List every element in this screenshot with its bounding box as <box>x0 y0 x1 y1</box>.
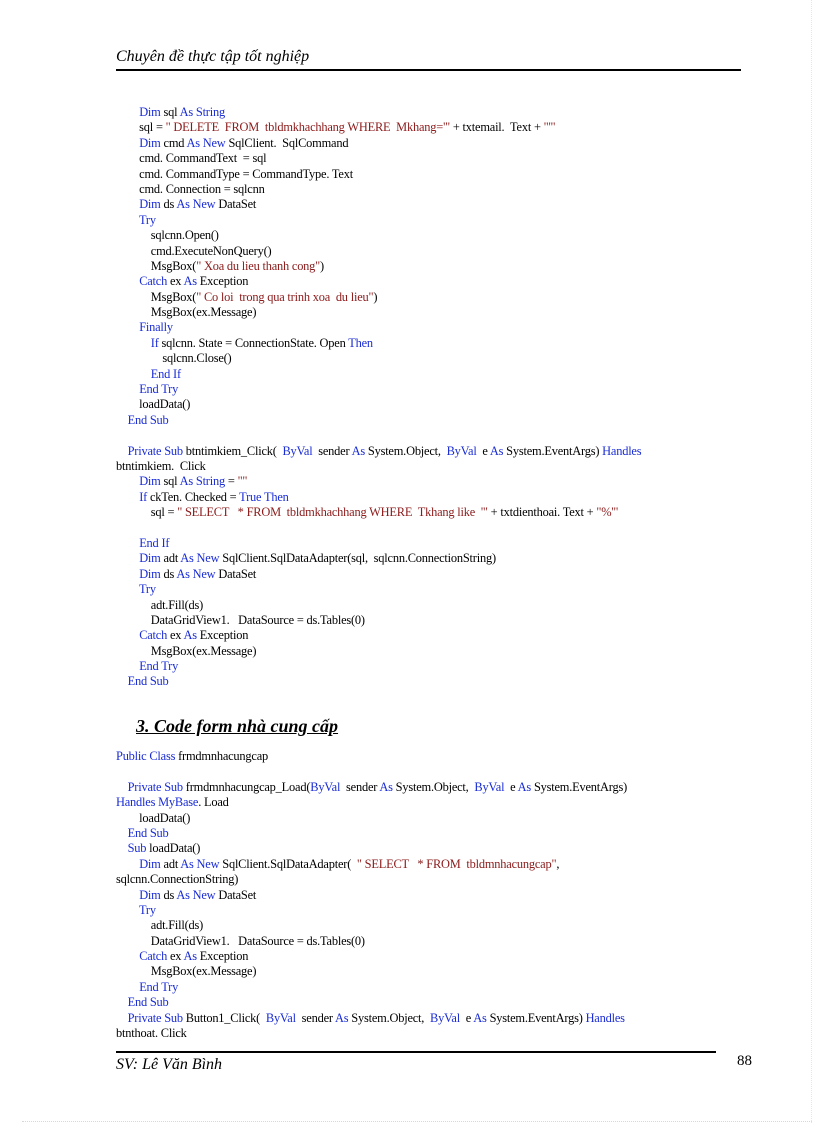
code-keyword: Private Sub <box>127 779 183 794</box>
code-line <box>116 490 726 505</box>
code-keyword: ByVal <box>310 779 341 794</box>
code-text <box>116 995 128 1009</box>
code-block-customer-form <box>116 105 726 690</box>
code-text <box>116 903 139 917</box>
code-text <box>116 444 128 458</box>
code-text <box>116 628 139 642</box>
code-text: ) <box>373 289 378 304</box>
code-text <box>116 382 139 396</box>
code-line <box>116 259 726 274</box>
code-line <box>116 136 726 151</box>
code-keyword: Dim <box>139 887 161 902</box>
code-keyword: True Then <box>239 489 289 504</box>
code-string: " SELECT * FROM tbldmkhachhang WHERE Tkhang like '" <box>177 505 488 520</box>
code-keyword: Dim <box>139 197 161 212</box>
code-text <box>116 780 128 794</box>
code-text <box>116 213 139 227</box>
code-line <box>116 197 726 212</box>
page-number: 88 <box>737 1053 752 1069</box>
code-keyword: Handles <box>602 443 642 458</box>
code-text: ex <box>167 949 184 964</box>
code-line <box>116 320 726 335</box>
code-string: " DELETE FROM tbldmkhachhang WHERE Mkhang='" <box>165 120 450 135</box>
code-line <box>116 274 726 289</box>
code-text <box>116 826 128 840</box>
code-line <box>116 151 726 166</box>
code-keyword: Dim <box>139 105 161 119</box>
code-keyword: Dim <box>139 566 161 581</box>
code-text: System.Object, <box>348 1010 430 1025</box>
code-line <box>116 888 726 903</box>
code-string: "'" <box>543 120 556 135</box>
code-string: " Xoa du lieu thanh cong" <box>196 258 321 273</box>
code-text: loadData() <box>116 810 191 825</box>
code-text: sql <box>160 474 180 489</box>
code-line <box>116 934 726 949</box>
code-keyword: ByVal <box>474 779 505 794</box>
code-keyword: As <box>183 628 197 643</box>
code-text: ds <box>160 566 177 581</box>
code-keyword: As <box>517 779 532 794</box>
code-keyword: Dim <box>139 856 161 871</box>
code-line <box>116 1011 726 1026</box>
code-line <box>116 244 726 259</box>
code-text: cmd. CommandText = sql <box>116 151 267 166</box>
code-line <box>116 397 726 412</box>
code-keyword: Handles <box>585 1010 625 1025</box>
code-line <box>116 351 726 366</box>
code-line <box>116 521 726 536</box>
code-keyword: Handles MyBase <box>116 795 199 810</box>
code-text: frmdmnhacungcap_Load( <box>182 779 311 794</box>
code-text <box>116 980 139 994</box>
code-text: MsgBox( <box>116 289 197 304</box>
code-line <box>116 290 726 305</box>
code-text: sender <box>340 779 380 794</box>
code-keyword: As <box>473 1010 487 1025</box>
code-text: sender <box>295 1010 336 1025</box>
code-line <box>116 811 726 826</box>
code-text: ds <box>160 887 177 902</box>
code-text: loadData() <box>116 397 191 412</box>
code-text <box>116 536 139 550</box>
code-line <box>116 213 726 228</box>
code-line <box>116 182 726 197</box>
code-text: DataSet <box>215 566 257 581</box>
code-text <box>116 105 139 119</box>
code-text: , <box>556 856 560 871</box>
code-keyword: As String <box>179 474 225 489</box>
code-keyword: End If <box>139 535 170 550</box>
code-keyword: End If <box>150 366 181 381</box>
code-keyword: Private Sub <box>127 443 183 458</box>
code-text: DataGridView1. DataSource = ds.Tables(0) <box>116 933 365 948</box>
code-line <box>116 474 726 489</box>
code-text: + txtdienthoai. Text + <box>487 505 597 520</box>
code-text <box>116 1011 128 1025</box>
code-text: System.EventArgs) <box>486 1010 586 1025</box>
page-border-right <box>811 0 812 1123</box>
code-text: MsgBox( <box>116 258 197 273</box>
code-keyword: End Sub <box>127 995 169 1010</box>
code-keyword: Dim <box>139 551 161 566</box>
code-keyword: As New <box>176 566 216 581</box>
code-text: sql <box>160 105 180 119</box>
code-text: Button1_Click( <box>182 1010 266 1025</box>
code-keyword: As <box>335 1010 349 1025</box>
code-keyword: As <box>183 274 197 289</box>
code-text: Exception <box>196 949 249 964</box>
code-text <box>116 274 139 288</box>
code-text: ex <box>167 274 184 289</box>
code-line <box>116 872 726 887</box>
code-keyword: Public Class <box>116 749 176 763</box>
code-line <box>116 674 726 689</box>
page-header-title: Chuyên đề thực tập tốt nghiệp <box>116 48 310 65</box>
code-line <box>116 536 726 551</box>
code-line <box>116 764 726 779</box>
header-rule <box>116 69 741 71</box>
code-text <box>116 197 139 211</box>
code-line <box>116 336 726 351</box>
code-text: sqlcnn. State = ConnectionState. Open <box>158 335 349 350</box>
code-text <box>116 888 139 902</box>
code-line <box>116 105 726 120</box>
code-keyword: Then <box>348 335 373 350</box>
code-line <box>116 567 726 582</box>
code-text: sql = <box>116 120 166 135</box>
code-text: System.EventArgs) <box>531 779 628 794</box>
code-line <box>116 382 726 397</box>
code-line <box>116 305 726 320</box>
code-block-supplier-form <box>116 749 726 1041</box>
code-keyword: Catch <box>139 628 168 643</box>
code-line <box>116 367 726 382</box>
code-text <box>116 857 139 871</box>
code-text <box>116 582 139 596</box>
code-text: cmd. Connection = sqlcnn <box>116 181 265 196</box>
code-text <box>116 551 139 565</box>
code-keyword: As New <box>186 135 226 150</box>
code-string: "" <box>237 474 248 489</box>
code-text: cmd <box>160 135 187 150</box>
code-line <box>116 949 726 964</box>
code-line <box>116 167 726 182</box>
code-keyword: End Try <box>139 659 179 674</box>
code-keyword: As New <box>176 887 216 902</box>
code-keyword: ByVal <box>282 443 313 458</box>
code-text <box>116 336 151 350</box>
code-text: cmd.ExecuteNonQuery() <box>116 243 272 258</box>
code-line <box>116 613 726 628</box>
code-line <box>116 551 726 566</box>
code-text: SqlClient.SqlDataAdapter( <box>219 856 357 871</box>
code-text: Exception <box>196 274 249 289</box>
code-text: DataSet <box>215 197 257 212</box>
code-keyword: Try <box>138 582 156 597</box>
code-text: Exception <box>196 628 249 643</box>
code-text: cmd. CommandType = CommandType. Text <box>116 166 353 181</box>
code-keyword: As New <box>180 551 220 566</box>
code-line <box>116 428 726 443</box>
code-text <box>116 490 139 504</box>
code-line <box>116 582 726 597</box>
code-line <box>116 826 726 841</box>
code-text: btntimkiem_Click( <box>182 443 283 458</box>
code-text: DataGridView1. DataSource = ds.Tables(0) <box>116 612 365 627</box>
section-title: 3. Code form nhà cung cấp <box>136 716 339 736</box>
code-line <box>116 995 726 1010</box>
code-keyword: ByVal <box>265 1010 296 1025</box>
code-keyword: Catch <box>139 274 168 289</box>
code-keyword: ByVal <box>446 443 477 458</box>
code-text: System.EventArgs) <box>503 443 603 458</box>
code-line <box>116 964 726 979</box>
code-keyword: As <box>379 779 393 794</box>
code-line <box>116 659 726 674</box>
code-keyword: As <box>351 443 365 458</box>
code-text: SqlClient. SqlCommand <box>225 135 349 150</box>
code-text: adt <box>160 551 181 566</box>
code-keyword: Dim <box>139 135 161 150</box>
code-keyword: Finally <box>139 320 173 335</box>
code-keyword: If <box>139 489 148 504</box>
code-text: ckTen. Checked = <box>147 489 240 504</box>
footer-student-name: SV: Lê Văn Bình <box>116 1056 223 1073</box>
code-line <box>116 413 726 428</box>
code-text: ) <box>320 258 324 273</box>
code-keyword: End Try <box>139 382 179 397</box>
code-keyword: As String <box>179 105 225 119</box>
code-string: " SELECT * FROM tbldmnhacungcap" <box>356 856 557 871</box>
code-line <box>116 598 726 613</box>
code-text <box>116 949 139 963</box>
code-keyword: Catch <box>139 949 168 964</box>
code-text: sender <box>312 443 352 458</box>
code-text: MsgBox(ex.Message) <box>116 305 257 320</box>
code-keyword: As <box>183 949 197 964</box>
code-line <box>116 644 726 659</box>
code-keyword: As New <box>180 856 220 871</box>
code-text: frmdmnhacungcap <box>175 749 269 763</box>
code-line <box>116 918 726 933</box>
code-line <box>116 628 726 643</box>
code-keyword: Private Sub <box>127 1010 183 1025</box>
code-text: e <box>476 443 490 458</box>
code-string: "%'" <box>596 505 619 520</box>
code-text: adt <box>160 856 181 871</box>
code-text: DataSet <box>215 887 257 902</box>
code-text <box>116 841 128 855</box>
code-line <box>116 1026 726 1041</box>
code-text <box>116 659 139 673</box>
code-keyword: If <box>150 335 159 350</box>
code-string: " Co loi trong qua trinh xoa du lieu" <box>196 289 374 304</box>
code-text <box>116 136 139 150</box>
code-text: sqlcnn.Open() <box>116 228 219 243</box>
code-text: adt.Fill(ds) <box>116 597 204 612</box>
code-text: e <box>459 1010 474 1025</box>
code-keyword: Try <box>138 902 156 917</box>
code-keyword: Dim <box>139 474 161 489</box>
code-text: btnthoat. Click <box>116 1026 187 1041</box>
code-line <box>116 120 726 135</box>
code-text <box>116 413 128 427</box>
code-text: + txtemail. Text + <box>449 120 544 135</box>
code-keyword: End Sub <box>127 412 169 427</box>
code-text <box>116 674 128 688</box>
code-text: adt.Fill(ds) <box>116 918 204 933</box>
code-keyword: End Sub <box>127 674 169 689</box>
page-border-bottom <box>22 1121 812 1122</box>
code-text: btntimkiem. Click <box>116 458 206 473</box>
code-keyword: As <box>489 443 504 458</box>
code-text <box>116 320 139 334</box>
code-text: e <box>504 779 518 794</box>
code-line <box>116 857 726 872</box>
code-line <box>116 228 726 243</box>
code-keyword: Try <box>138 212 156 227</box>
code-text: ds <box>160 197 177 212</box>
code-text: System.Object, <box>364 443 447 458</box>
code-text: MsgBox(ex.Message) <box>116 964 257 979</box>
code-line <box>116 795 726 810</box>
code-line <box>116 980 726 995</box>
code-text: . Load <box>198 795 229 810</box>
code-text: = <box>224 474 238 489</box>
code-text <box>116 474 139 488</box>
code-keyword: As New <box>176 197 216 212</box>
code-keyword: ByVal <box>430 1010 460 1025</box>
code-text: SqlClient.SqlDataAdapter(sql, sqlcnn.ConnectionString) <box>219 551 496 566</box>
code-keyword: Sub <box>127 841 147 856</box>
code-keyword: End Sub <box>127 825 169 840</box>
code-line <box>116 459 726 474</box>
code-text: System.Object, <box>392 779 475 794</box>
code-line <box>116 749 726 764</box>
code-line <box>116 444 726 459</box>
code-text: loadData() <box>146 841 201 856</box>
code-line <box>116 841 726 856</box>
footer-rule <box>116 1051 716 1053</box>
code-text <box>116 567 139 581</box>
code-text: sqlcnn.Close() <box>116 351 232 366</box>
code-line <box>116 780 726 795</box>
code-text: sql = <box>116 505 178 520</box>
code-line <box>116 505 726 520</box>
code-text: MsgBox(ex.Message) <box>116 643 257 658</box>
code-text: ex <box>167 628 184 643</box>
code-line <box>116 903 726 918</box>
code-text: sqlcnn.ConnectionString) <box>116 872 239 887</box>
code-text <box>116 367 151 381</box>
code-keyword: End Try <box>139 979 179 994</box>
